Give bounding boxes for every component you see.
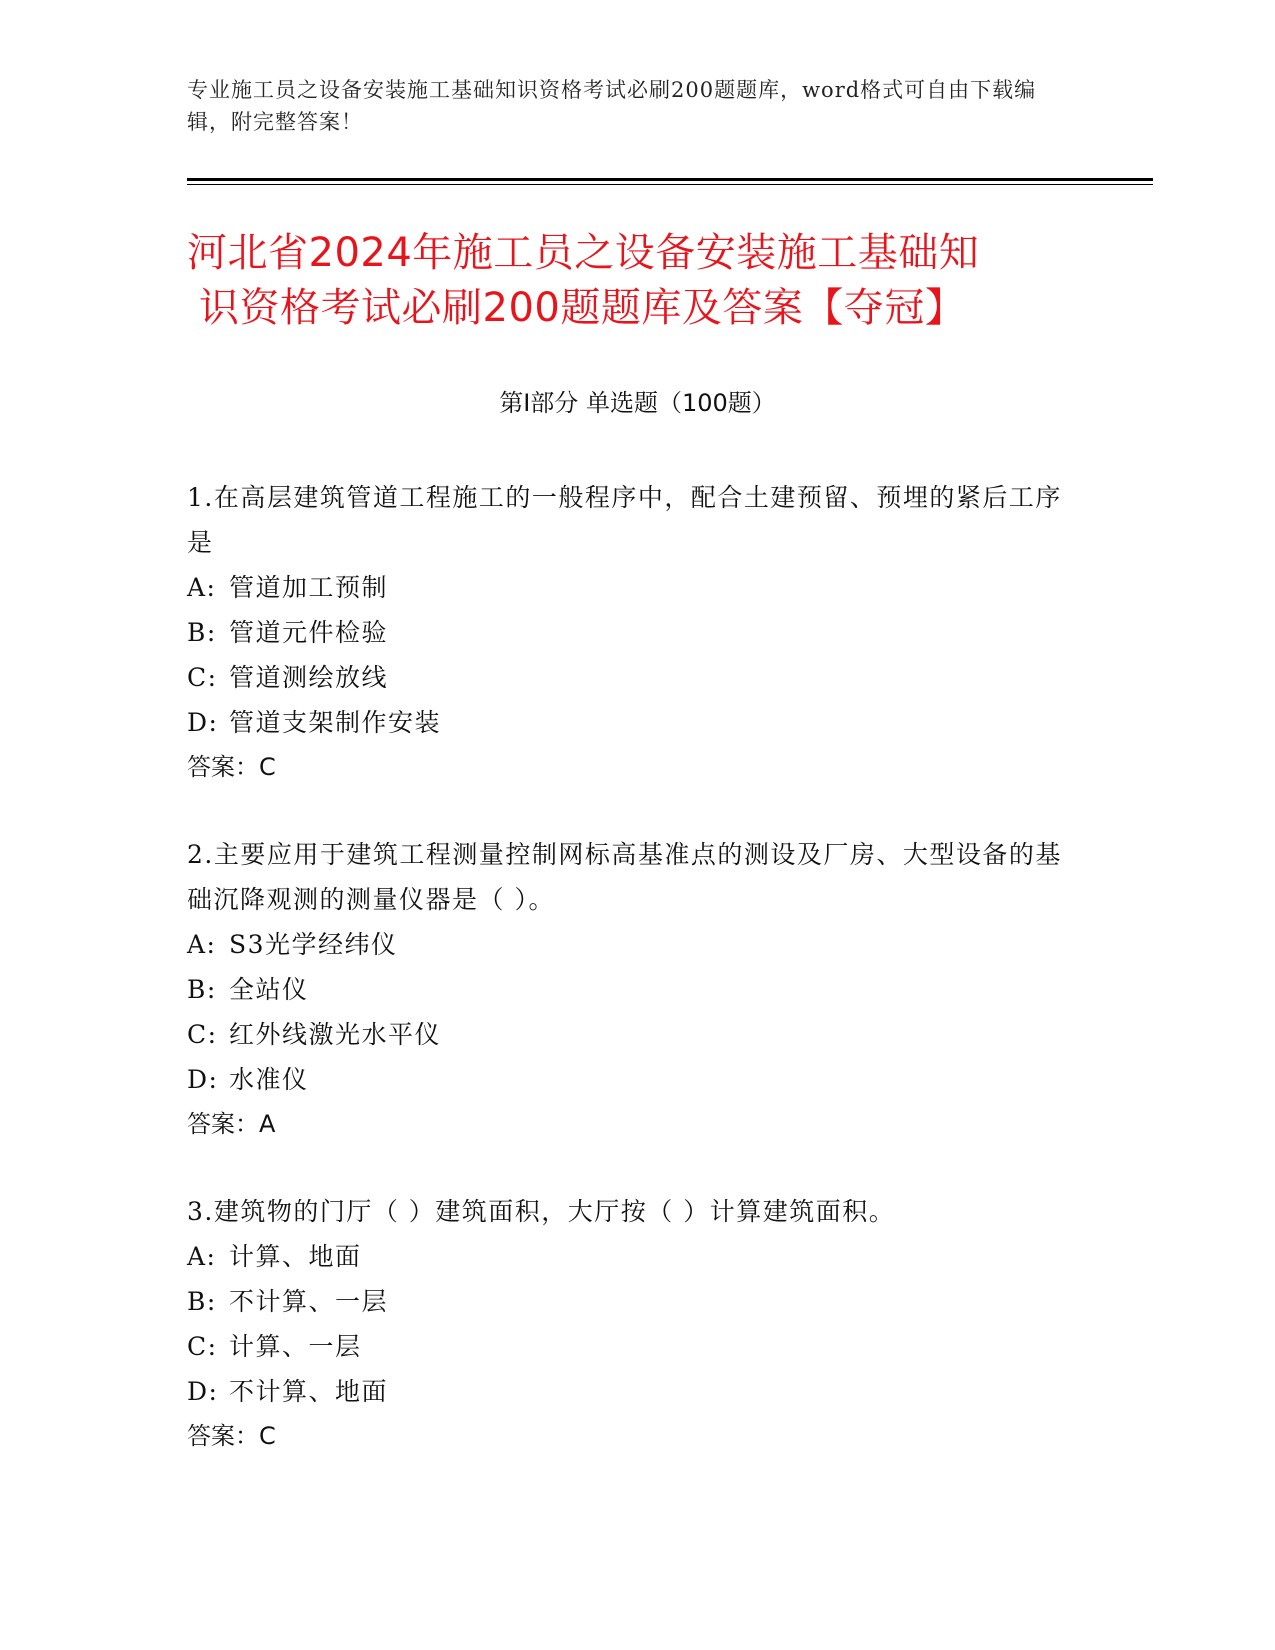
option-text: 计算、地面: [229, 1242, 362, 1271]
option-key: B:: [187, 1287, 217, 1316]
document-title: [187, 226, 1093, 336]
option-c: [187, 1012, 1077, 1057]
answer: 答案：C: [187, 1422, 276, 1450]
option-key: D:: [187, 1377, 219, 1406]
question-3: [187, 1189, 1077, 1459]
option-text: 管道支架制作安装: [229, 708, 442, 737]
option-d: [187, 700, 1077, 745]
option-a: [187, 1234, 1077, 1279]
option-key: A:: [187, 573, 217, 602]
answer: 答案：A: [187, 1110, 276, 1138]
header-rule-thin: [187, 184, 1153, 185]
header-note: 专业施工员之设备安装施工基础知识资格考试必刷200题题库，word格式可自由下载编辑，附完整答案！: [187, 78, 1037, 134]
document-title-line-1: 河北省2024年施工员之设备安装施工基础知: [187, 230, 980, 276]
option-b: [187, 967, 1077, 1012]
option-text: 管道测绘放线: [229, 663, 389, 692]
option-c: [187, 1324, 1077, 1369]
option-b: [187, 1279, 1077, 1324]
option-key: B:: [187, 975, 217, 1004]
option-text: S3光学经纬仪: [229, 930, 398, 959]
document-title-line-2: 识资格考试必刷200题题库及答案【夺冠】: [199, 285, 966, 331]
option-a: [187, 922, 1077, 967]
option-key: A:: [187, 1242, 217, 1271]
option-text: 红外线激光水平仪: [229, 1020, 442, 1049]
option-text: 管道加工预制: [229, 573, 389, 602]
option-key: D:: [187, 1065, 219, 1094]
question-2: [187, 832, 1077, 1147]
question-stem: 2.主要应用于建筑工程测量控制网标高基准点的测设及厂房、大型设备的基础沉降观测的测量仪器是（ ）。: [187, 840, 1062, 914]
question-stem: 1.在高层建筑管道工程施工的一般程序中，配合土建预留、预埋的紧后工序是: [187, 483, 1062, 557]
option-text: 不计算、一层: [229, 1287, 389, 1316]
option-key: C:: [187, 1020, 218, 1049]
question-list: [187, 475, 1077, 1501]
option-text: 全站仪: [229, 975, 309, 1004]
answer: 答案：C: [187, 753, 276, 781]
question-1: [187, 475, 1077, 790]
option-key: A:: [187, 930, 217, 959]
question-stem: 3.建筑物的门厅（ ）建筑面积，大厅按（ ）计算建筑面积。: [187, 1197, 896, 1226]
option-key: B:: [187, 618, 217, 647]
option-key: D:: [187, 708, 219, 737]
option-d: [187, 1369, 1077, 1414]
option-key: C:: [187, 1332, 218, 1361]
header-rule-thick: [187, 178, 1153, 181]
option-text: 水准仪: [229, 1065, 309, 1094]
option-c: [187, 655, 1077, 700]
option-text: 计算、一层: [229, 1332, 362, 1361]
option-d: [187, 1057, 1077, 1102]
option-text: 管道元件检验: [229, 618, 389, 647]
option-a: [187, 565, 1077, 610]
section-heading: 第I部分 单选题（100题）: [499, 389, 776, 417]
option-key: C:: [187, 663, 218, 692]
option-b: [187, 610, 1077, 655]
option-text: 不计算、地面: [229, 1377, 389, 1406]
